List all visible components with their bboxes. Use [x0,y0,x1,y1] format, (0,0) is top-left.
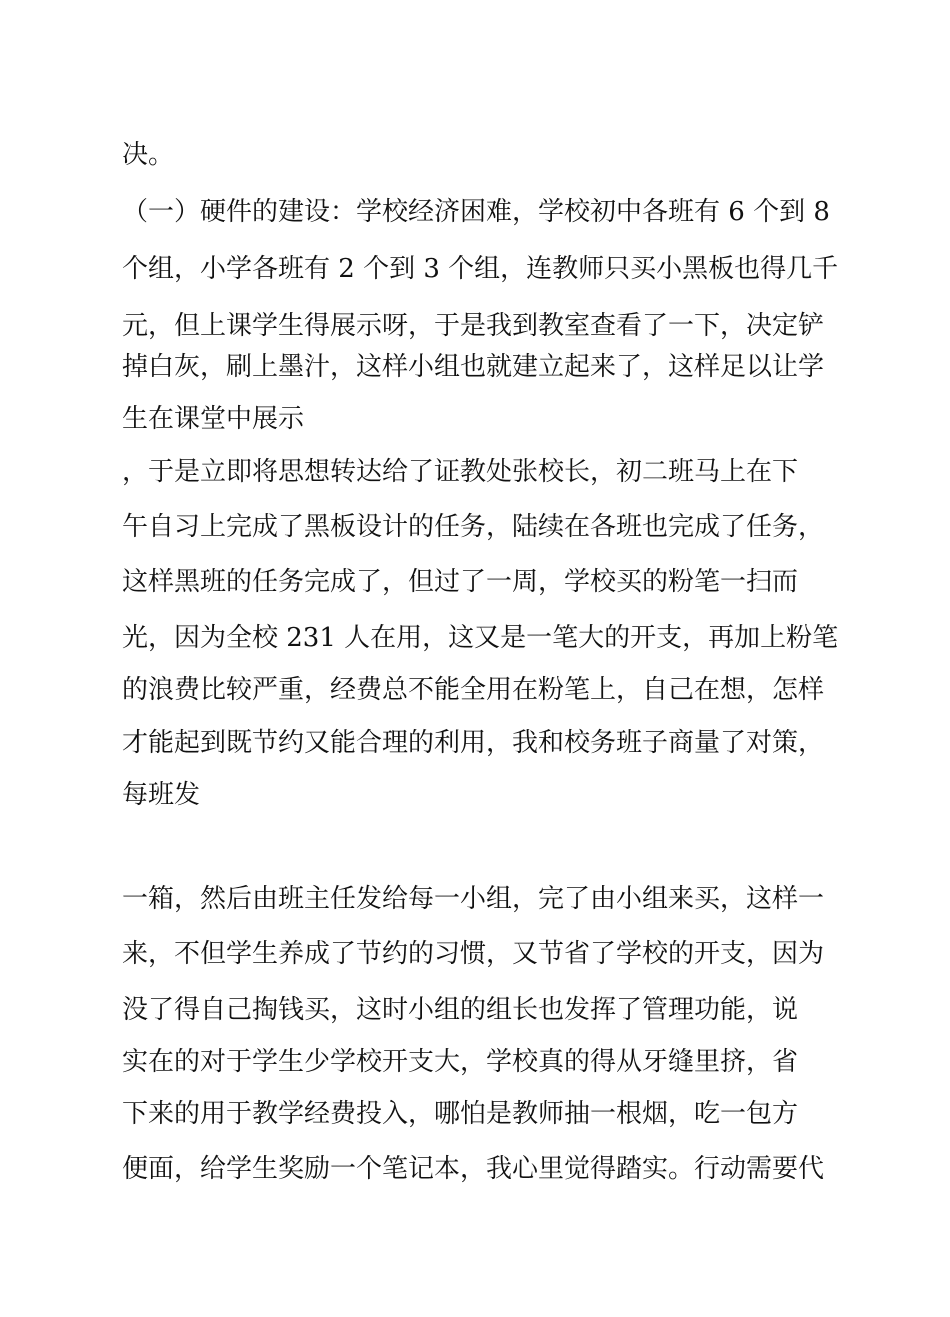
text-line: 每班发 [122,780,201,810]
text-line: 下来的用于教学经费投入，哪怕是教师抽一根烟，吃一包方 [122,1099,799,1129]
text-line: 午自习上完成了黑板设计的任务，陆续在各班也完成了任务， [122,512,825,542]
text-line: 元，但上课学生得展示呀，于是我到教室查看了一下，决定铲 [122,311,825,341]
text-line: 来，不但学生养成了节约的习惯，又节省了学校的开支，因为 [122,939,825,969]
text-line: 的浪费比较严重，经费总不能全用在粉笔上，自己在想，怎样 [122,675,825,705]
text-line: （一）硬件的建设：学校经济困难，学校初中各班有 6 个到 8 [122,197,830,227]
text-line: 生在课堂中展示 [122,404,305,434]
text-line: ，于是立即将思想转达给了证教处张校长，初二班马上在下 [122,457,799,487]
text-line: 实在的对于学生少学校开支大，学校真的得从牙缝里挤，省 [122,1047,799,1077]
text-line: 个组，小学各班有 2 个到 3 个组，连教师只买小黑板也得几千 [122,254,839,284]
text-line: 决。 [122,140,175,170]
text-line: 掉白灰，刷上墨汁，这样小组也就建立起来了，这样足以让学 [122,352,825,382]
text-line: 便面，给学生奖励一个笔记本，我心里觉得踏实。行动需要代 [122,1154,825,1184]
text-line: 才能起到既节约又能合理的利用，我和校务班子商量了对策， [122,728,825,758]
text-line: 一箱，然后由班主任发给每一小组，完了由小组来买，这样一 [122,884,825,914]
text-line: 光，因为全校 231 人在用，这又是一笔大的开支，再加上粉笔 [122,623,839,653]
text-line: 没了得自己掏钱买，这时小组的组长也发挥了管理功能，说 [122,995,799,1025]
text-line: 这样黑班的任务完成了，但过了一周，学校买的粉笔一扫而 [122,567,799,597]
